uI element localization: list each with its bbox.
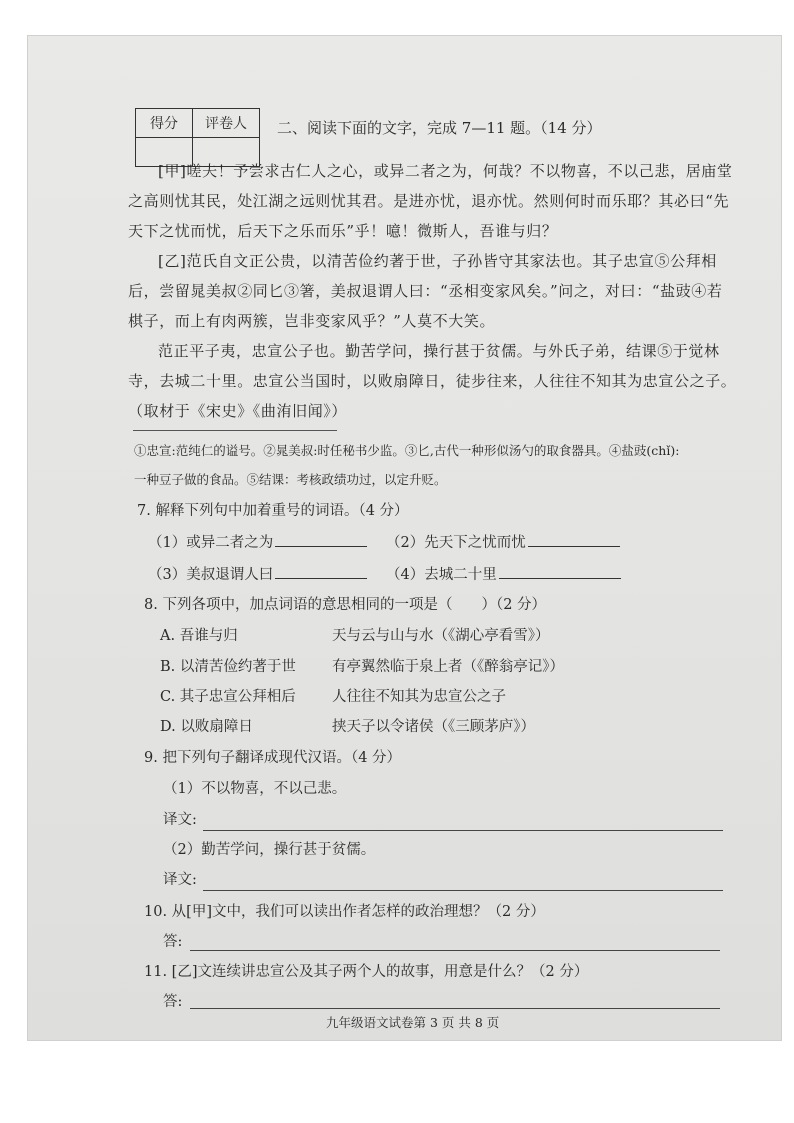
- q9-answer-line-2[interactable]: [203, 890, 723, 891]
- q7-item-1-blank[interactable]: [275, 532, 367, 547]
- q7-item-4-blank[interactable]: [499, 564, 621, 579]
- q8-option-b[interactable]: B. 以清苦俭约著于世: [160, 659, 296, 675]
- q10-stem: 10. 从[甲]文中，我们可以读出作者怎样的政治理想？（2 分）: [144, 904, 545, 920]
- q8-option-d-compare: 挟天子以令诸侯（《三顾茅庐》）: [332, 719, 535, 735]
- q8-option-b-compare: 有亭翼然临于泉上者（《醉翁亭记》）: [332, 659, 564, 675]
- q7-item-3-text: （3）美叔退谓人曰: [148, 567, 274, 583]
- q9-translation-label-2: 译文:: [163, 872, 197, 888]
- grader-header: 评卷人: [193, 109, 260, 138]
- q8-option-c-compare: 人往往不知其为忠宣公之子: [332, 689, 506, 705]
- q9-sentence-2: （2）勤苦学问，操行甚于贫儒。: [163, 842, 376, 858]
- q11-stem: 11. [乙]文连续讲忠宣公及其子两个人的故事，用意是什么？（2 分）: [144, 964, 589, 980]
- q10-answer-label: 答:: [163, 934, 183, 950]
- footnote-line-2: 一种豆子做的食品。⑤结课：考核政绩功过，以定升贬。: [134, 472, 447, 487]
- q11-answer-label: 答:: [163, 994, 183, 1010]
- section-title: 二、阅读下面的文字，完成 7—11 题。（14 分）: [277, 119, 602, 137]
- q10-answer-line[interactable]: [190, 950, 720, 951]
- q7-item-2-blank[interactable]: [528, 532, 620, 547]
- passage-jia-text: [甲]嗟夫！予尝求古仁人之心，或异二者之为，何哉？不以物喜，不以己悲，居庙堂之高则忧其民，处江湖之远则忧其君。是进亦忧，退亦忧。然则何时而乐耶？其必曰“先天下之忧而忧，后天下之乐而乐”乎！噫！微斯人，吾谁与归？: [128, 162, 733, 240]
- q8-option-a-compare: 天与云与山与水（《湖心亭看雪》）: [332, 628, 550, 644]
- q7-item-4: [386, 563, 621, 584]
- passage-yi: [128, 246, 738, 426]
- q7-item-3-blank[interactable]: [275, 564, 367, 579]
- q7-item-2: [386, 531, 620, 552]
- score-header: 得分: [136, 109, 193, 138]
- q7-item-3: [148, 563, 367, 584]
- q8-option-a[interactable]: A. 吾谁与归: [160, 628, 238, 644]
- q7-item-2-text: （2）先天下之忧而忧: [386, 535, 526, 551]
- footnote-line-1: ①忠宣:范纯仁的谥号。②晁美叔:时任秘书少监。③匕,古代一种形似汤勺的取食器具。④盐豉(chǐ):: [134, 443, 680, 458]
- q8-stem: 8. 下列各项中，加点词语的意思相同的一项是（ ）（2 分）: [144, 597, 547, 613]
- footnotes: [134, 436, 744, 494]
- passage-yi-paragraph-2: 范正平子夷，忠宣公子也。勤苦学问，操行甚于贫儒。与外氏子弟，结课⑤于觉林寺，去城二十里。忠宣公当国时，以败扇障日，徒步往来，人往往不知其为忠宣公之子。（取材于《宋史》《曲洧旧闻》）: [128, 342, 737, 420]
- q9-answer-line-1[interactable]: [203, 830, 723, 831]
- q7-item-1-text: （1）或异二者之为: [148, 535, 274, 551]
- footnote-divider: [133, 430, 337, 431]
- q8-option-d[interactable]: D. 以败扇障日: [160, 719, 253, 735]
- page-footer: 九年级语文试卷第 3 页 共 8 页: [326, 1015, 500, 1030]
- q7-item-4-text: （4）去城二十里: [386, 567, 497, 583]
- passage-yi-paragraph-1: [乙]范氏自文正公贵，以清苦俭约著于世，子孙皆守其家法也。其子忠宣⑤公拜相后，尝留晁美叔②同匕③箸，美叔退谓人曰：“丞相变家风矣。”问之，对曰：“盐豉④若棋子，而上有肉两簇，岂非变家风乎？”人莫不大笑。: [128, 252, 723, 330]
- q7-item-1: [148, 531, 367, 552]
- passage-jia: [128, 156, 738, 246]
- q9-stem: 9. 把下列句子翻译成现代汉语。（4 分）: [144, 750, 402, 766]
- q11-answer-line[interactable]: [190, 1008, 720, 1009]
- q9-sentence-1: （1）不以物喜，不以己悲。: [163, 781, 347, 797]
- q7-stem: 7. 解释下列句中加着重号的词语。（4 分）: [137, 503, 409, 519]
- q9-translation-label-1: 译文:: [163, 812, 197, 828]
- q8-option-c[interactable]: C. 其子忠宣公拜相后: [160, 689, 296, 705]
